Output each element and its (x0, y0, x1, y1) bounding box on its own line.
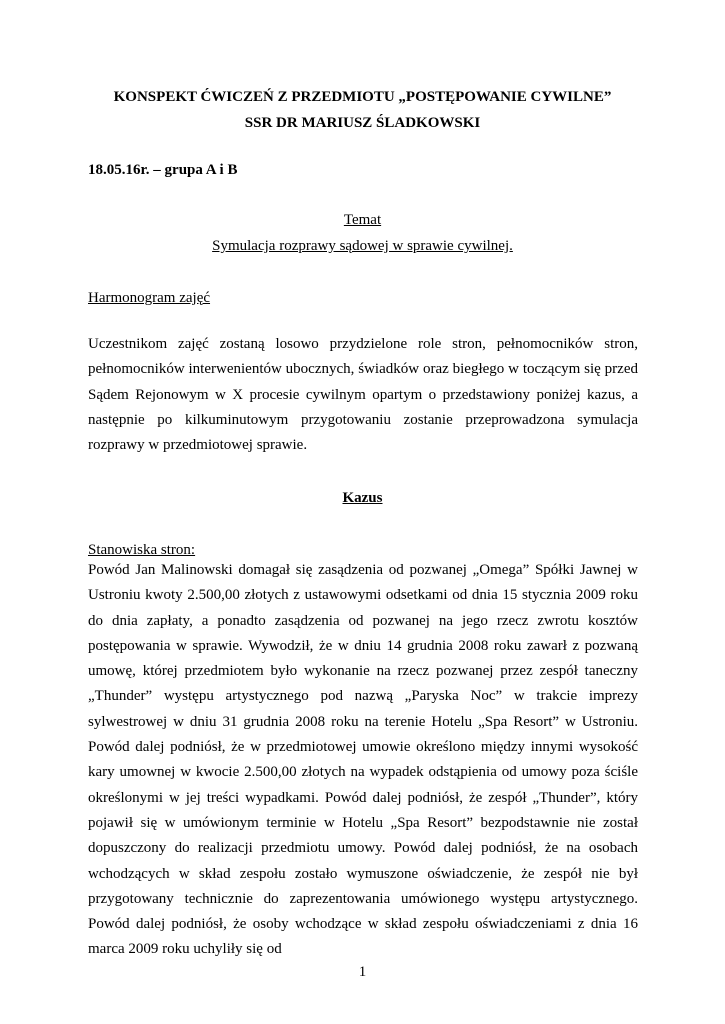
page-number: 1 (358, 964, 367, 980)
schedule-paragraph: Uczestnikom zajęć zostaną losowo przydzielone role stron, pełnomocników stron, pełnomocników interwenientów ubocznych, świadków oraz biegłego w toczącym się przed Sądem Rejonowym w X procesie cywilnym opartym o przedstawiony poniżej kazus, a następnie po kilkuminutowym przygotowaniu zostanie przeprowadzona symulacja rozprawy w przedmiotowej sprawie. (88, 336, 638, 454)
case-heading (0, 489, 725, 507)
topic-label-text: Temat (343, 212, 382, 228)
case-heading-text: Kazus (342, 490, 383, 506)
schedule-label: Harmonogram zajęć (88, 290, 211, 306)
topic-text (0, 237, 725, 255)
topic-label (0, 211, 725, 229)
date-line: 18.05.16r. – grupa A i B (88, 162, 238, 178)
case-paragraph: Powód Jan Malinowski domagał się zasądzenia od pozwanej „Omega” Spółki Jawnej w Ustroniu kwoty 2.500,00 złotych z ustawowymi odsetkami od dnia 15 stycznia 2009 roku do dnia zapłaty, a ponadto zasądzenia od pozwanej na jego rzecz zwrotu kosztów postępowania w sprawie. Wywodził, że w dniu 14 grudnia 2008 roku zawarł z pozwaną umowę, której przedmiotem było wykonanie na rzecz pozwanej przez zespół taneczny „Thunder” występu artystycznego pod nazwą „Paryska Noc” w trakcie imprezy sylwestrowej w dniu 31 grudnia 2008 roku na terenie Hotelu „Spa Resort” w Ustroniu. Powód dalej podniósł, że w przedmiotowej umowie określono między innymi wysokość kary umownej w kwocie 2.500,00 złotych na wypadek odstąpienia od umowy poza ściśle określonymi w jej treści wypadkami. Powód dalej podniósł, że zespół „Thunder”, który pojawił się w umówionym terminie w Hotelu „Spa Resort” bezpodstawnie nie został dopuszczony do realizacji przedmiotu umowy. Powód dalej podniósł, że na osobach wchodzących w skład zespołu zostało wymuszone oświadczenie, że zespół nie był przygotowany technicznie do zaprezentowania umówionego występu artystycznego. Powód dalej podniósł, że osoby wchodzące w skład zespołu oświadczeniami z dnia 16 marca 2009 roku uchyliły się od (88, 562, 638, 958)
document-title-line1: KONSPEKT ĆWICZEŃ Z PRZEDMIOTU „POSTĘPOWANIE CYWILNE” (113, 89, 612, 105)
topic-text-content: Symulacja rozprawy sądowej w sprawie cywilnej. (212, 238, 513, 254)
positions-label: Stanowiska stron: (88, 542, 196, 558)
document-title-line2: SSR DR MARIUSZ ŚLADKOWSKI (244, 115, 481, 131)
